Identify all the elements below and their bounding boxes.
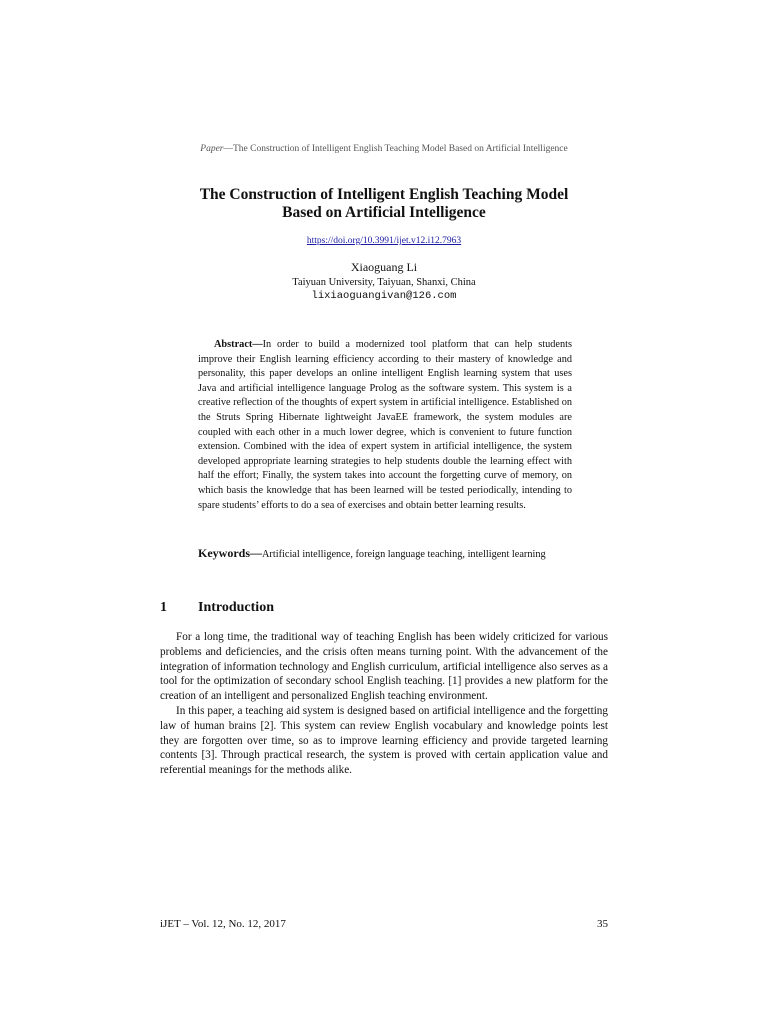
running-header bbox=[0, 144, 768, 154]
author-name: Xiaoguang Li bbox=[350, 260, 418, 274]
paper-title bbox=[160, 186, 608, 222]
body-paragraph: In this paper, a teaching aid system is designed based on artificial intelligence and the forgetting law of human brains [2]. This system can review English vocabulary and knowledge points lest they are forgotten over time, so as to improve learning efficiency and provide targeted learning contents [3]. Through practical research, the system is proved with certain application value and referential meanings for the methods alike. bbox=[160, 704, 608, 777]
author-affiliation: Taiyuan University, Taiyuan, Shanxi, China bbox=[292, 277, 476, 288]
running-header-text: —The Construction of Intelligent English Teaching Model Based on Artificial Intelligence bbox=[223, 144, 568, 154]
paper-title-line2: Based on Artificial Intelligence bbox=[282, 204, 486, 221]
author-email[interactable]: lixiaoguangivan@126.com bbox=[311, 290, 457, 302]
paper-title-line1: The Construction of Intelligent English Teaching Model bbox=[199, 186, 569, 203]
keywords-label: Keywords— bbox=[198, 546, 262, 560]
doi-link[interactable]: https://doi.org/10.3991/ijet.v12.i12.7963 bbox=[306, 236, 462, 246]
section-title: Introduction bbox=[198, 600, 274, 615]
abstract bbox=[198, 338, 572, 513]
section-body bbox=[160, 630, 608, 778]
title-block bbox=[160, 186, 608, 302]
abstract-label: Abstract— bbox=[214, 339, 263, 350]
running-header-label: Paper bbox=[200, 144, 224, 154]
keywords-text: Artificial intelligence, foreign language teaching, intelligent learning bbox=[262, 549, 546, 560]
body-paragraph: For a long time, the traditional way of teaching English has been widely criticized for various problems and deficiencies, and the crisis often means turning point. With the advancement of the integration of information technology and English curriculum, artificial intelligence also serves as a tool for the optimization of secondary school English teaching. [1] provides a new platform for the creation of an intelligent and personalized English teaching environment. bbox=[160, 631, 608, 703]
section-heading bbox=[160, 600, 608, 616]
keywords bbox=[198, 546, 572, 563]
abstract-text: In order to build a modernized tool platform that can help students improve their English learning efficiency according to their mastery of knowledge and personality, this paper develops an online intelligent English learning system that uses Java and artificial intelligence language Prolog as the software system. This system is a creative reflection of the thoughts of expert system in artificial intelligence. Established on the Struts Spring Hibernate lightweight JavaEE framework, the system modules are coupled with each other in a much lower degree, which is convenient to future function extension. Combined with the idea of expert system in artificial intelligence, the system developed appropriate learning strategies to help students double the learning effect with half the effort; Finally, the system takes into account the forgetting curve of memory, on which basis the knowledge that has been learned will be tested periodically, intending to spare students’ efforts to do a sea of exercises and obtain better learning results. bbox=[198, 339, 572, 511]
section-number: 1 bbox=[160, 600, 167, 615]
footer-journal: iJET – Vol. 12, No. 12, 2017 bbox=[160, 918, 286, 930]
footer-page-number: 35 bbox=[597, 918, 608, 930]
page-footer bbox=[160, 918, 608, 930]
